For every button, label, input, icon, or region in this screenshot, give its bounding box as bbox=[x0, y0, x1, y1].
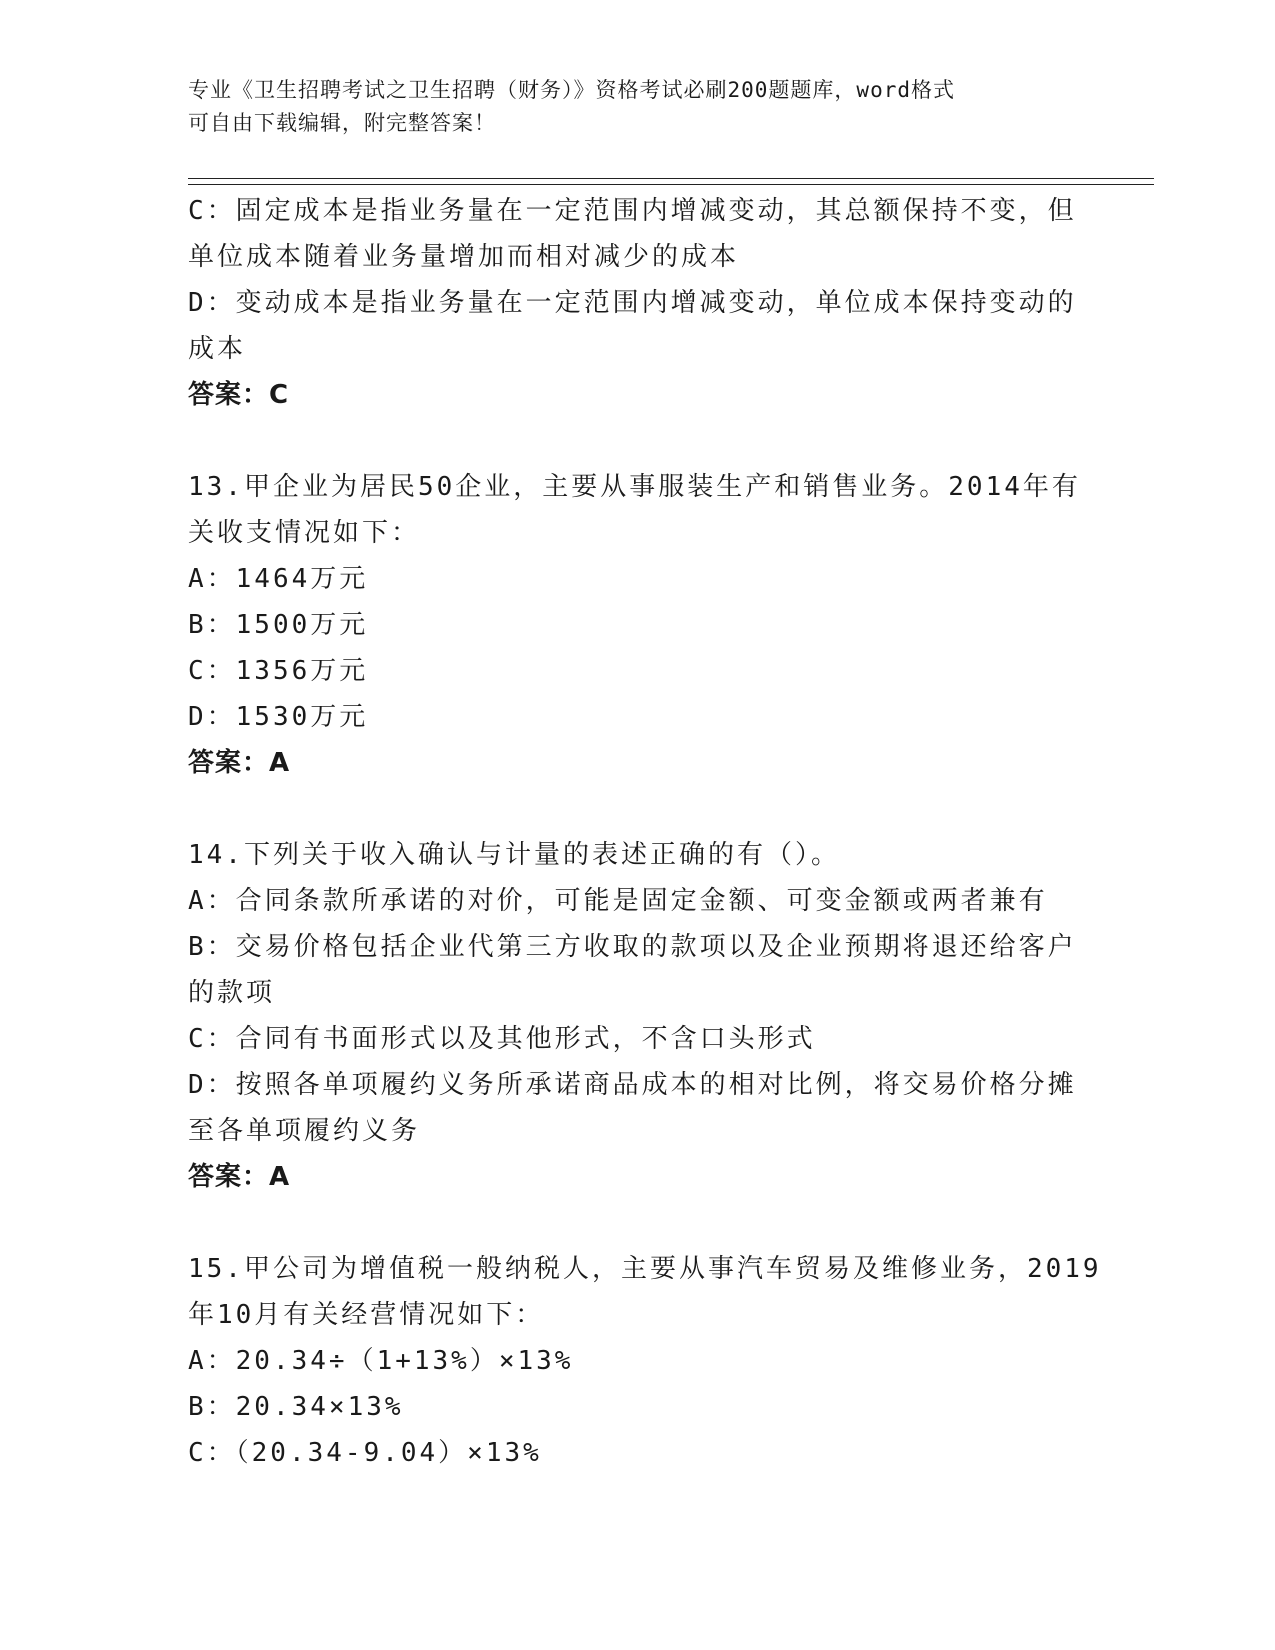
option-a: A：20.34÷（1+13%）×13% bbox=[188, 1346, 574, 1376]
question-stem-line-1: 15.甲公司为增值税一般纳税人，主要从事汽车贸易及维修业务，2019 bbox=[188, 1254, 1102, 1284]
option-c-line-1: C：固定成本是指业务量在一定范围内增减变动，其总额保持不变，但 bbox=[188, 196, 1077, 226]
document-body bbox=[188, 188, 1102, 1476]
header-divider-top bbox=[188, 178, 1154, 179]
question-stem-line-1: 13.甲企业为居民50企业，主要从事服装生产和销售业务。2014年有 bbox=[188, 472, 1081, 502]
question-stem-line-2: 年10月有关经营情况如下： bbox=[188, 1300, 545, 1330]
header-divider-bottom bbox=[188, 184, 1154, 185]
option-c: C：（20.34-9.04）×13% bbox=[188, 1438, 542, 1468]
document-header bbox=[188, 74, 1068, 140]
option-d-line-1: D：变动成本是指业务量在一定范围内增减变动，单位成本保持变动的 bbox=[188, 288, 1077, 318]
question-14 bbox=[188, 832, 1088, 1200]
option-b-line-1: B：交易价格包括企业代第三方收取的款项以及企业预期将退还给客户 bbox=[188, 932, 1077, 962]
answer-line: 答案：A bbox=[188, 1162, 291, 1192]
option-b: B：1500万元 bbox=[188, 610, 369, 640]
question-stem-line-2: 关收支情况如下： bbox=[188, 518, 421, 548]
option-a: A：1464万元 bbox=[188, 564, 369, 594]
question-stem: 14.下列关于收入确认与计量的表述正确的有（）。 bbox=[188, 840, 840, 870]
option-b-line-2: 的款项 bbox=[188, 978, 276, 1008]
option-d-line-2: 成本 bbox=[188, 334, 247, 364]
option-a: A：合同条款所承诺的对价，可能是固定金额、可变金额或两者兼有 bbox=[188, 886, 1048, 916]
option-d-line-2: 至各单项履约义务 bbox=[188, 1116, 421, 1146]
option-d: D：1530万元 bbox=[188, 702, 369, 732]
option-b: B：20.34×13% bbox=[188, 1392, 404, 1422]
header-line-2: 可自由下载编辑，附完整答案！ bbox=[188, 111, 496, 135]
option-c: C：1356万元 bbox=[188, 656, 369, 686]
header-line-1: 专业《卫生招聘考试之卫生招聘（财务）》资格考试必刷200题题库，word格式 bbox=[188, 78, 955, 102]
option-c-line-2: 单位成本随着业务量增加而相对减少的成本 bbox=[188, 242, 740, 272]
option-c: C：合同有书面形式以及其他形式，不含口头形式 bbox=[188, 1024, 816, 1054]
question-12-tail bbox=[188, 188, 1088, 418]
answer-line: 答案：C bbox=[188, 380, 290, 410]
question-13 bbox=[188, 464, 1088, 786]
answer-line: 答案：A bbox=[188, 748, 291, 778]
option-d-line-1: D：按照各单项履约义务所承诺商品成本的相对比例，将交易价格分摊 bbox=[188, 1070, 1077, 1100]
question-15 bbox=[188, 1246, 1102, 1476]
